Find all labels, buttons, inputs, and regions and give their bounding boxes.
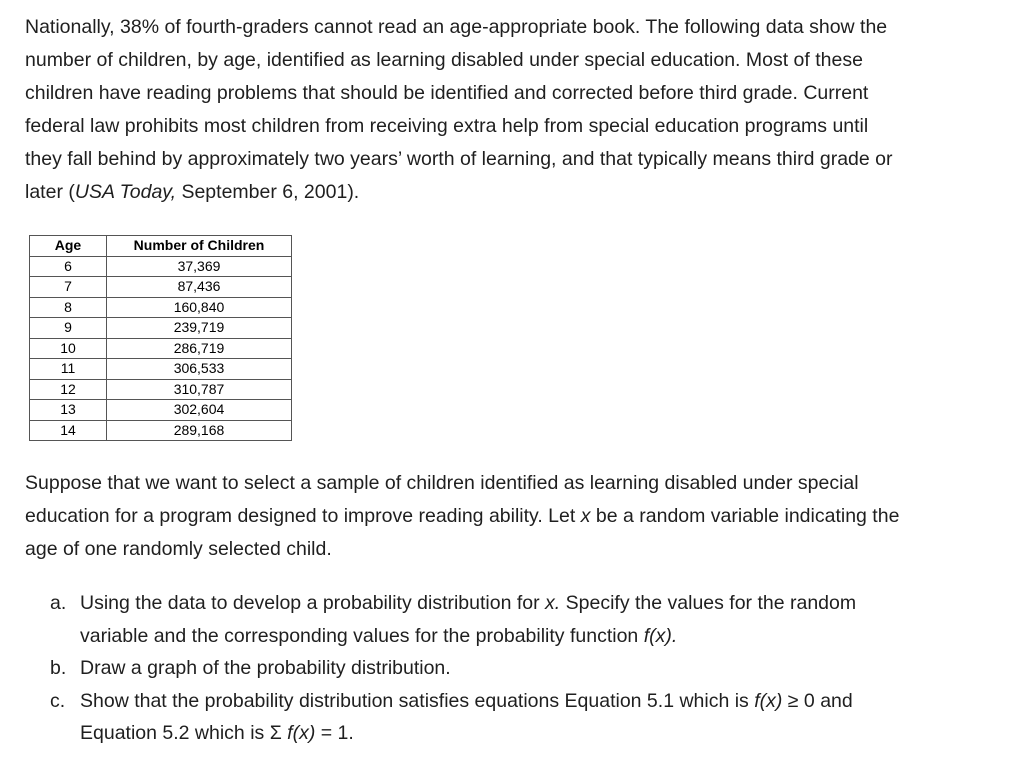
intro-last-prefix: later ( <box>25 181 75 203</box>
intro-line: they fall behind by approximately two years’ worth of learning, and that typically means third grade or <box>25 148 893 170</box>
question-a-line1 <box>80 587 1010 620</box>
intro-line: children have reading problems that should be identified and corrected before third grade. Current <box>25 82 869 104</box>
count-cell: 37,369 <box>107 256 292 277</box>
count-cell: 310,787 <box>107 379 292 400</box>
intro-line: number of children, by age, identified as learning disabled under special education. Most of these <box>25 49 863 71</box>
question-item-a <box>50 587 1010 652</box>
table-row <box>30 338 292 359</box>
setup-line2-suffix: be a random variable indicating the <box>590 505 900 527</box>
age-cell: 13 <box>30 400 107 421</box>
question-a-text: variable and the corresponding values for the probability function <box>80 624 644 647</box>
question-c-text: = 1. <box>315 722 354 744</box>
count-cell: 302,604 <box>107 400 292 421</box>
question-list <box>50 587 1010 750</box>
table-row <box>30 277 292 298</box>
function-fx: f(x) <box>287 722 316 744</box>
question-a-text: Using the data to develop a probability distribution for <box>80 592 546 614</box>
source-date: September 6, 2001). <box>176 181 360 203</box>
count-cell: 160,840 <box>107 297 292 318</box>
count-cell: 289,168 <box>107 420 292 441</box>
question-a-text: Specify the values for the random <box>560 592 857 614</box>
question-c-text: Show that the probability distribution satisfies equations Equation 5.1 which is <box>80 689 755 712</box>
age-cell: 7 <box>30 277 107 298</box>
table-row <box>30 420 292 441</box>
source-title: USA Today, <box>74 181 177 203</box>
children-by-age-table <box>29 235 292 441</box>
age-cell: 14 <box>30 420 107 441</box>
intro-line: federal law prohibits most children from receiving extra help from special education programs until <box>25 115 869 137</box>
age-cell: 8 <box>30 297 107 318</box>
question-c-line2 <box>80 717 1010 750</box>
question-marker: c. <box>50 689 66 712</box>
age-cell: 9 <box>30 318 107 339</box>
age-cell: 12 <box>30 379 107 400</box>
question-c-line1 <box>80 685 1010 718</box>
header-age: Age <box>30 236 107 257</box>
variable-x: x <box>580 505 591 527</box>
question-item-b <box>50 652 1010 685</box>
variable-x: x. <box>545 592 561 614</box>
question-c-text: Equation 5.2 which is Σ <box>80 722 288 744</box>
table-row <box>30 256 292 277</box>
age-cell: 11 <box>30 359 107 380</box>
setup-paragraph <box>25 467 1015 566</box>
table-row <box>30 379 292 400</box>
question-marker: b. <box>50 657 67 679</box>
table-row <box>30 318 292 339</box>
intro-line: Nationally, 38% of fourth-graders cannot read an age-appropriate book. The following data show the <box>25 16 888 38</box>
count-cell: 239,719 <box>107 318 292 339</box>
question-marker: a. <box>50 592 67 614</box>
table-header-row <box>30 236 292 257</box>
question-a-line2 <box>80 620 1010 653</box>
count-cell: 306,533 <box>107 359 292 380</box>
count-cell: 286,719 <box>107 338 292 359</box>
question-c-text: ≥ 0 and <box>782 689 853 712</box>
table-row <box>30 359 292 380</box>
age-cell: 6 <box>30 256 107 277</box>
header-number-of-children: Number of Children <box>107 236 292 257</box>
intro-paragraph <box>25 11 1015 209</box>
setup-line: age of one randomly selected child. <box>25 538 332 560</box>
setup-line: Suppose that we want to select a sample of children identified as learning disabled under special <box>25 472 859 494</box>
count-cell: 87,436 <box>107 277 292 298</box>
question-b-text: Draw a graph of the probability distribution. <box>80 657 451 679</box>
function-fx: f(x). <box>643 624 678 647</box>
table-row <box>30 297 292 318</box>
function-fx: f(x) <box>754 689 783 712</box>
question-item-c <box>50 685 1010 750</box>
table-row <box>30 400 292 421</box>
age-cell: 10 <box>30 338 107 359</box>
setup-line2-prefix: education for a program designed to improve reading ability. Let <box>25 505 581 527</box>
setup-line <box>25 500 1015 533</box>
intro-line-last <box>25 176 1015 209</box>
